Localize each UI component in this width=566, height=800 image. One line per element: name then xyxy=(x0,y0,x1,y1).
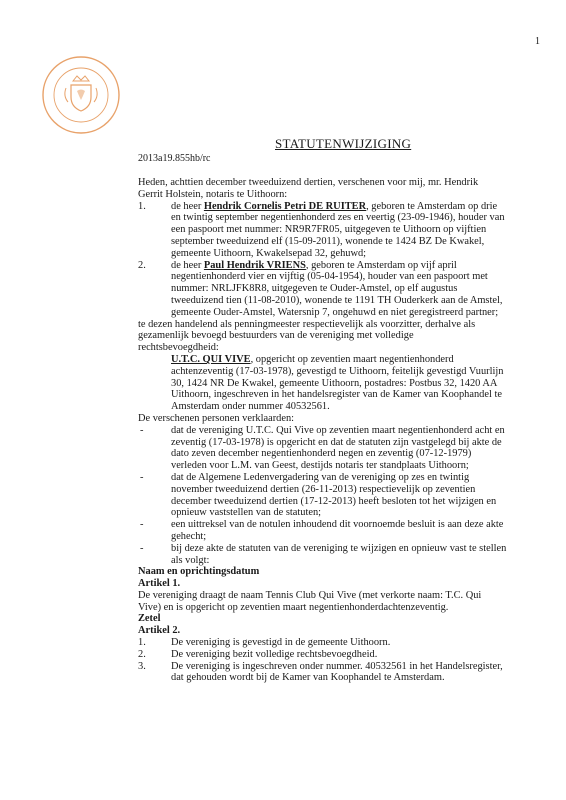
appearer-line: september tweeduizend elf (15-09-2011), wonende te 1424 BZ De Kwakel, xyxy=(171,235,485,247)
association-paragraph xyxy=(171,354,538,413)
capacity-paragraph xyxy=(138,319,538,354)
association-line: Amsterdam onder nummer 40532561. xyxy=(171,401,330,413)
article-item-line: De vereniging bezit volledige rechtsbevoegdheid. xyxy=(171,648,378,660)
article-item-line: De vereniging is gevestigd in de gemeente Uithoorn. xyxy=(171,637,391,649)
article-item-line: dat gehouden wordt bij de Kamer van Koophandel te Amsterdam. xyxy=(171,672,445,684)
declaration-line: gehecht; xyxy=(171,530,207,542)
appearer-line: een paspoort met nummer: NR9R7FR05, uitgegeven te Uithoorn op vijftien xyxy=(171,224,487,236)
declaration-line: opnieuw vaststellen van de statuten; xyxy=(171,507,322,519)
declaration-line: zeventig (17-03-1978) is opgericht en dat de statuten zijn vastgelegd bij akte de xyxy=(171,436,502,448)
article-item-number: 1. xyxy=(138,637,146,649)
appearer-text: , geboren te Amsterdam op drie xyxy=(366,200,498,212)
appearer-line: nummer: NRLJFK8R8, uitgegeven te Ouder-Amstel, op elf augustus xyxy=(171,283,458,295)
declaration-item: - een uittreksel van de notulen inhoudend dit voornoemde besluit is aan deze akte gehecht; xyxy=(138,519,538,543)
declaration-line: bij deze akte de statuten van de vereniging te wijzigen en opnieuw vast te stellen xyxy=(171,542,507,554)
declaration-line: verleden voor L.M. van Geest, destijds notaris ter standplaats Uithoorn; xyxy=(171,460,469,472)
section-heading: Zetel xyxy=(138,613,161,625)
article-item-line: De vereniging is ingeschreven onder nummer. 40532561 in het Handelsregister, xyxy=(171,660,503,672)
appearer-1 xyxy=(138,201,538,260)
intro-line: Gerrit Holstein, notaris te Uithoorn: xyxy=(138,188,288,200)
appearer-line: en twintig september negentienhonderd zes en veertig (23-09-1946), houder van xyxy=(171,212,505,224)
article-item xyxy=(138,661,538,685)
association-text: , opgericht op zeventien maart negentienhonderd xyxy=(250,353,454,365)
appearer-prefix: de heer xyxy=(171,200,204,212)
appearer-text: , geboren te Amsterdam op vijf april xyxy=(305,259,457,271)
appearer-name: Hendrik Cornelis Petri DE RUITER xyxy=(203,200,367,212)
article-item xyxy=(138,637,538,649)
intro-line: Heden, achttien december tweeduizend dertien, verschenen voor mij, mr. Hendrik xyxy=(138,177,479,188)
appearer-line: negentienhonderd vier en vijftig (05-04-1954), houder van een paspoort met xyxy=(171,271,488,283)
declaration-line: als volgt: xyxy=(171,554,210,566)
capacity-line: rechtsbevoegdheid: xyxy=(138,342,219,354)
appearer-2 xyxy=(138,260,538,319)
declaration-line: een uittreksel van de notulen inhoudend dit voornoemde besluit is aan deze akte xyxy=(171,519,504,531)
association-line: Uithoorn, ingeschreven in het handelsregister van de Kamer van Koophandel te xyxy=(171,389,502,401)
article-item xyxy=(138,649,538,661)
article-line: Vive) en is opgericht op zeventien maart negentienhonderdachtenzeventig. xyxy=(138,601,449,613)
association-line: achtenzeventig (17-03-1978), gevestigd te Uithoorn, feitelijk gevestigd Vuurlijn xyxy=(171,365,504,377)
declaration-item: - dat de Algemene Ledenvergadering van de vereniging op zes en twintig november tweeduizend dertien (26-11-2013) respectievelijk op zeventien december tweeduizend dertien (17-12-2013) heeft besloten tot het wijzigen en opnieuw vaststellen van de statuten; xyxy=(138,472,538,519)
capacity-line: gezamenlijk bevoegd bestuurders van de vereniging met volledige xyxy=(138,330,414,342)
article-item-number: 2. xyxy=(138,648,146,660)
declaration-line: dat de Algemene Ledenvergadering van de vereniging op zes en twintig xyxy=(171,471,470,483)
declaration-line: dato zeven december negentienhonderd negen en zeventig (07-12-1979) xyxy=(171,448,472,460)
declaration-line: dat de vereniging U.T.C. Qui Vive op zeventien maart negentienhonderd acht en xyxy=(171,424,505,436)
association-line: 30, 1424 NR De Kwakel, gemeente Uithoorn, postadres: Postbus 32, 1420 AA xyxy=(171,377,498,389)
capacity-line: te dezen handelend als penningmeester respectievelijk als voorzitter, derhalve als xyxy=(138,318,476,330)
appearer-number: 1. xyxy=(138,200,146,212)
declaration-line: november tweeduizend dertien (26-11-2013) respectievelijk op zeventien xyxy=(171,483,476,495)
page-number: 1 xyxy=(535,36,540,47)
intro-paragraph xyxy=(138,177,538,201)
article-line: De vereniging draagt de naam Tennis Club Qui Vive (met verkorte naam: T.C. Qui xyxy=(138,589,482,601)
article-item-number: 3. xyxy=(138,660,146,672)
article-title: Artikel 2. xyxy=(138,625,181,637)
declaration-line: december tweeduizend dertien (17-12-2013) heeft besloten tot het wijzigen en xyxy=(171,495,497,507)
declared-line: De verschenen personen verklaarden: xyxy=(138,412,295,424)
appearer-line: gemeente Uithoorn, Kwakelsepad 32, gehuwd; xyxy=(171,247,367,259)
reference-number: 2013a19.855hb/rc xyxy=(138,153,211,164)
appearer-line: tweeduizend tien (11-08-2010), wonende te 1191 TH Ouderkerk aan de Amstel, xyxy=(171,294,503,306)
appearer-line: gemeente Ouder-Amstel, Watersnip 7, ongehuwd en niet geregistreerd partner; xyxy=(171,306,499,318)
declaration-item: - bij deze akte de statuten van de vereniging te wijzigen en opnieuw vast te stellen als volgt: xyxy=(138,543,538,567)
section-heading: Naam en oprichtingsdatum xyxy=(138,566,260,578)
notarial-seal-icon xyxy=(40,54,122,136)
deed-body xyxy=(138,177,538,684)
association-name: U.T.C. QUI VIVE xyxy=(171,353,251,365)
declaration-item: - dat de vereniging U.T.C. Qui Vive op zeventien maart negentienhonderd acht en zeventig (17-03-1978) is opgericht en dat de statuten zijn vastgelegd bij akte de dato zeven december negentienhonderd negen en zeventig (07-12-1979) verleden voor L.M. van Geest, destijds notaris ter standplaats Uithoorn; xyxy=(138,425,538,472)
appearer-number: 2. xyxy=(138,259,146,271)
appearer-prefix: de heer xyxy=(171,259,204,271)
appearer-name: Paul Hendrik VRIENS xyxy=(203,259,306,271)
document-title: STATUTENWIJZIGING xyxy=(275,136,412,151)
article-title: Artikel 1. xyxy=(138,578,181,590)
